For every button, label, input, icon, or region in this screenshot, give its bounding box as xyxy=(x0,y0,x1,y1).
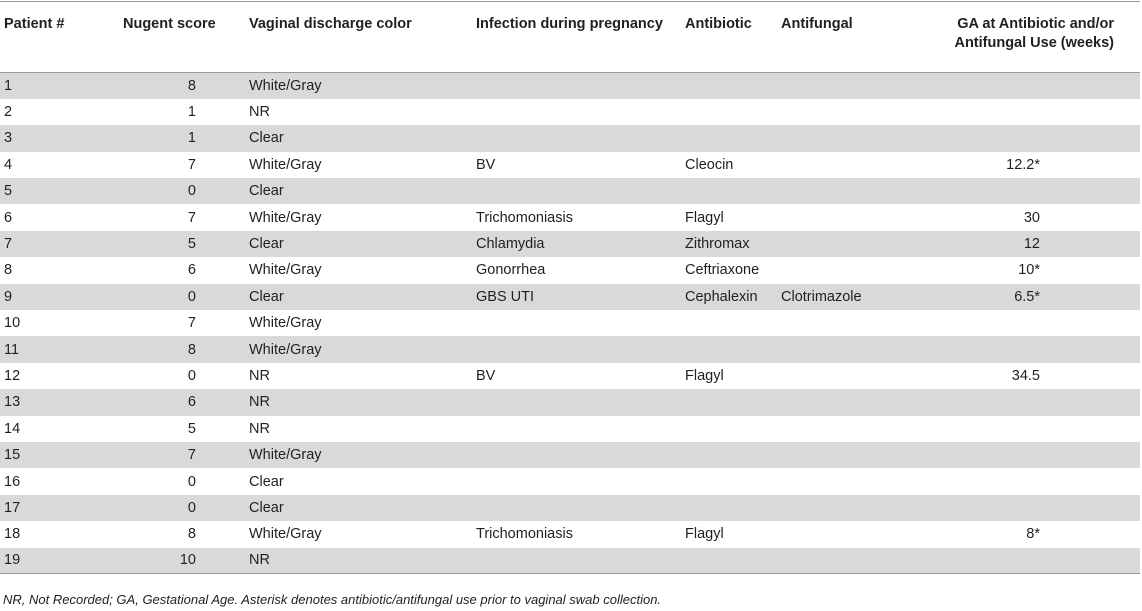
cell-patient: 9 xyxy=(0,284,119,310)
cell-nugent-score: 5 xyxy=(119,231,245,257)
cell-infection xyxy=(472,310,681,336)
cell-ga xyxy=(912,125,1140,151)
cell-antibiotic xyxy=(681,99,777,125)
cell-ga xyxy=(912,336,1140,362)
cell-patient: 1 xyxy=(0,73,119,99)
cell-infection: BV xyxy=(472,152,681,178)
table-header xyxy=(0,2,1140,73)
cell-patient: 11 xyxy=(0,336,119,362)
cell-nugent-score: 7 xyxy=(119,152,245,178)
cell-discharge-color: White/Gray xyxy=(245,257,472,283)
cell-nugent-score: 0 xyxy=(119,363,245,389)
cell-antibiotic: Flagyl xyxy=(681,521,777,547)
cell-nugent-score: 7 xyxy=(119,442,245,468)
cell-discharge-color: Clear xyxy=(245,468,472,494)
cell-discharge-color: White/Gray xyxy=(245,204,472,230)
cell-ga: 8* xyxy=(912,521,1140,547)
cell-nugent-score: 0 xyxy=(119,495,245,521)
cell-antifungal xyxy=(777,521,912,547)
cell-antibiotic xyxy=(681,125,777,151)
cell-ga xyxy=(912,495,1140,521)
cell-antibiotic: Flagyl xyxy=(681,204,777,230)
cell-patient: 7 xyxy=(0,231,119,257)
cell-antibiotic xyxy=(681,495,777,521)
cell-nugent-score: 1 xyxy=(119,99,245,125)
cell-infection xyxy=(472,468,681,494)
cell-ga: 12.2* xyxy=(912,152,1140,178)
cell-antifungal xyxy=(777,416,912,442)
cell-antifungal xyxy=(777,310,912,336)
cell-infection: BV xyxy=(472,363,681,389)
cell-nugent-score: 0 xyxy=(119,468,245,494)
cell-ga: 34.5 xyxy=(912,363,1140,389)
cell-discharge-color: NR xyxy=(245,416,472,442)
cell-infection xyxy=(472,495,681,521)
cell-antifungal xyxy=(777,389,912,415)
cell-discharge-color: White/Gray xyxy=(245,73,472,99)
cell-infection: Trichomoniasis xyxy=(472,204,681,230)
table-row xyxy=(0,442,1140,468)
cell-antifungal xyxy=(777,231,912,257)
cell-infection: Trichomoniasis xyxy=(472,521,681,547)
cell-patient: 15 xyxy=(0,442,119,468)
cell-discharge-color: NR xyxy=(245,99,472,125)
cell-infection xyxy=(472,73,681,99)
cell-antifungal xyxy=(777,336,912,362)
patient-table xyxy=(0,1,1140,574)
table-row xyxy=(0,152,1140,178)
cell-patient: 16 xyxy=(0,468,119,494)
table-row xyxy=(0,336,1140,362)
cell-patient: 6 xyxy=(0,204,119,230)
header-patient: Patient # xyxy=(4,16,65,32)
header-row xyxy=(0,2,1140,73)
cell-antifungal xyxy=(777,495,912,521)
table-row xyxy=(0,73,1140,99)
table-row xyxy=(0,363,1140,389)
cell-antibiotic: Cleocin xyxy=(681,152,777,178)
cell-ga xyxy=(912,468,1140,494)
table-row xyxy=(0,495,1140,521)
cell-ga: 6.5* xyxy=(912,284,1140,310)
cell-patient: 12 xyxy=(0,363,119,389)
cell-antibiotic xyxy=(681,310,777,336)
cell-antifungal xyxy=(777,99,912,125)
cell-patient: 4 xyxy=(0,152,119,178)
cell-antibiotic: Cephalexin xyxy=(681,284,777,310)
cell-discharge-color: Clear xyxy=(245,178,472,204)
cell-antifungal xyxy=(777,178,912,204)
table-row xyxy=(0,521,1140,547)
cell-antifungal xyxy=(777,257,912,283)
cell-antibiotic xyxy=(681,468,777,494)
table-row xyxy=(0,178,1140,204)
table-row xyxy=(0,548,1140,574)
cell-discharge-color: Clear xyxy=(245,284,472,310)
cell-antibiotic xyxy=(681,416,777,442)
header-ga: GA at Antibiotic and/or Antifungal Use (weeks) xyxy=(954,16,1114,51)
table-row xyxy=(0,125,1140,151)
cell-discharge-color: NR xyxy=(245,548,472,574)
cell-antibiotic xyxy=(681,442,777,468)
cell-discharge-color: NR xyxy=(245,389,472,415)
cell-discharge-color: Clear xyxy=(245,495,472,521)
table-row xyxy=(0,310,1140,336)
cell-discharge-color: White/Gray xyxy=(245,336,472,362)
cell-antibiotic xyxy=(681,336,777,362)
cell-nugent-score: 0 xyxy=(119,178,245,204)
cell-discharge-color: White/Gray xyxy=(245,152,472,178)
table-row xyxy=(0,416,1140,442)
cell-infection xyxy=(472,125,681,151)
cell-antifungal xyxy=(777,204,912,230)
cell-infection xyxy=(472,99,681,125)
cell-antifungal: Clotrimazole xyxy=(777,284,912,310)
cell-antifungal xyxy=(777,548,912,574)
cell-infection xyxy=(472,336,681,362)
cell-antibiotic xyxy=(681,548,777,574)
cell-antifungal xyxy=(777,468,912,494)
cell-ga xyxy=(912,73,1140,99)
cell-infection xyxy=(472,389,681,415)
cell-ga xyxy=(912,99,1140,125)
header-antibiotic: Antibiotic xyxy=(685,16,752,32)
cell-infection xyxy=(472,548,681,574)
cell-infection xyxy=(472,416,681,442)
table-row xyxy=(0,389,1140,415)
cell-antibiotic xyxy=(681,73,777,99)
cell-nugent-score: 6 xyxy=(119,389,245,415)
cell-nugent-score: 1 xyxy=(119,125,245,151)
cell-patient: 14 xyxy=(0,416,119,442)
table-body xyxy=(0,73,1140,574)
header-infection: Infection during pregnancy xyxy=(476,16,663,32)
cell-antibiotic xyxy=(681,389,777,415)
cell-discharge-color: White/Gray xyxy=(245,310,472,336)
cell-discharge-color: White/Gray xyxy=(245,521,472,547)
table-row xyxy=(0,468,1140,494)
cell-nugent-score: 6 xyxy=(119,257,245,283)
header-antifungal: Antifungal xyxy=(781,16,853,32)
cell-ga xyxy=(912,442,1140,468)
cell-patient: 13 xyxy=(0,389,119,415)
cell-antifungal xyxy=(777,363,912,389)
cell-antifungal xyxy=(777,152,912,178)
cell-nugent-score: 8 xyxy=(119,521,245,547)
cell-antibiotic xyxy=(681,178,777,204)
cell-ga: 30 xyxy=(912,204,1140,230)
cell-nugent-score: 5 xyxy=(119,416,245,442)
cell-antifungal xyxy=(777,442,912,468)
cell-patient: 18 xyxy=(0,521,119,547)
cell-ga: 12 xyxy=(912,231,1140,257)
table-row xyxy=(0,284,1140,310)
cell-ga xyxy=(912,548,1140,574)
cell-antifungal xyxy=(777,73,912,99)
cell-patient: 3 xyxy=(0,125,119,151)
cell-nugent-score: 8 xyxy=(119,73,245,99)
cell-antifungal xyxy=(777,125,912,151)
cell-patient: 8 xyxy=(0,257,119,283)
cell-ga: 10* xyxy=(912,257,1140,283)
cell-infection: GBS UTI xyxy=(472,284,681,310)
header-discharge-color: Vaginal discharge color xyxy=(249,16,412,32)
cell-discharge-color: Clear xyxy=(245,125,472,151)
cell-ga xyxy=(912,310,1140,336)
table-row xyxy=(0,204,1140,230)
header-nugent-score: Nugent score xyxy=(123,16,216,32)
cell-discharge-color: White/Gray xyxy=(245,442,472,468)
cell-infection: Chlamydia xyxy=(472,231,681,257)
cell-patient: 19 xyxy=(0,548,119,574)
cell-patient: 10 xyxy=(0,310,119,336)
cell-discharge-color: NR xyxy=(245,363,472,389)
cell-nugent-score: 0 xyxy=(119,284,245,310)
cell-antibiotic: Ceftriaxone xyxy=(681,257,777,283)
cell-antibiotic: Flagyl xyxy=(681,363,777,389)
cell-infection xyxy=(472,442,681,468)
table-row xyxy=(0,99,1140,125)
cell-ga xyxy=(912,389,1140,415)
cell-nugent-score: 10 xyxy=(119,548,245,574)
cell-discharge-color: Clear xyxy=(245,231,472,257)
table-row xyxy=(0,257,1140,283)
cell-nugent-score: 7 xyxy=(119,310,245,336)
cell-infection xyxy=(472,178,681,204)
cell-nugent-score: 7 xyxy=(119,204,245,230)
table-footnote: NR, Not Recorded; GA, Gestational Age. Asterisk denotes antibiotic/antifungal use prior to vaginal swab collection. xyxy=(3,592,662,607)
cell-patient: 17 xyxy=(0,495,119,521)
cell-nugent-score: 8 xyxy=(119,336,245,362)
cell-patient: 2 xyxy=(0,99,119,125)
cell-ga xyxy=(912,178,1140,204)
cell-ga xyxy=(912,416,1140,442)
cell-patient: 5 xyxy=(0,178,119,204)
cell-infection: Gonorrhea xyxy=(472,257,681,283)
cell-antibiotic: Zithromax xyxy=(681,231,777,257)
table-row xyxy=(0,231,1140,257)
